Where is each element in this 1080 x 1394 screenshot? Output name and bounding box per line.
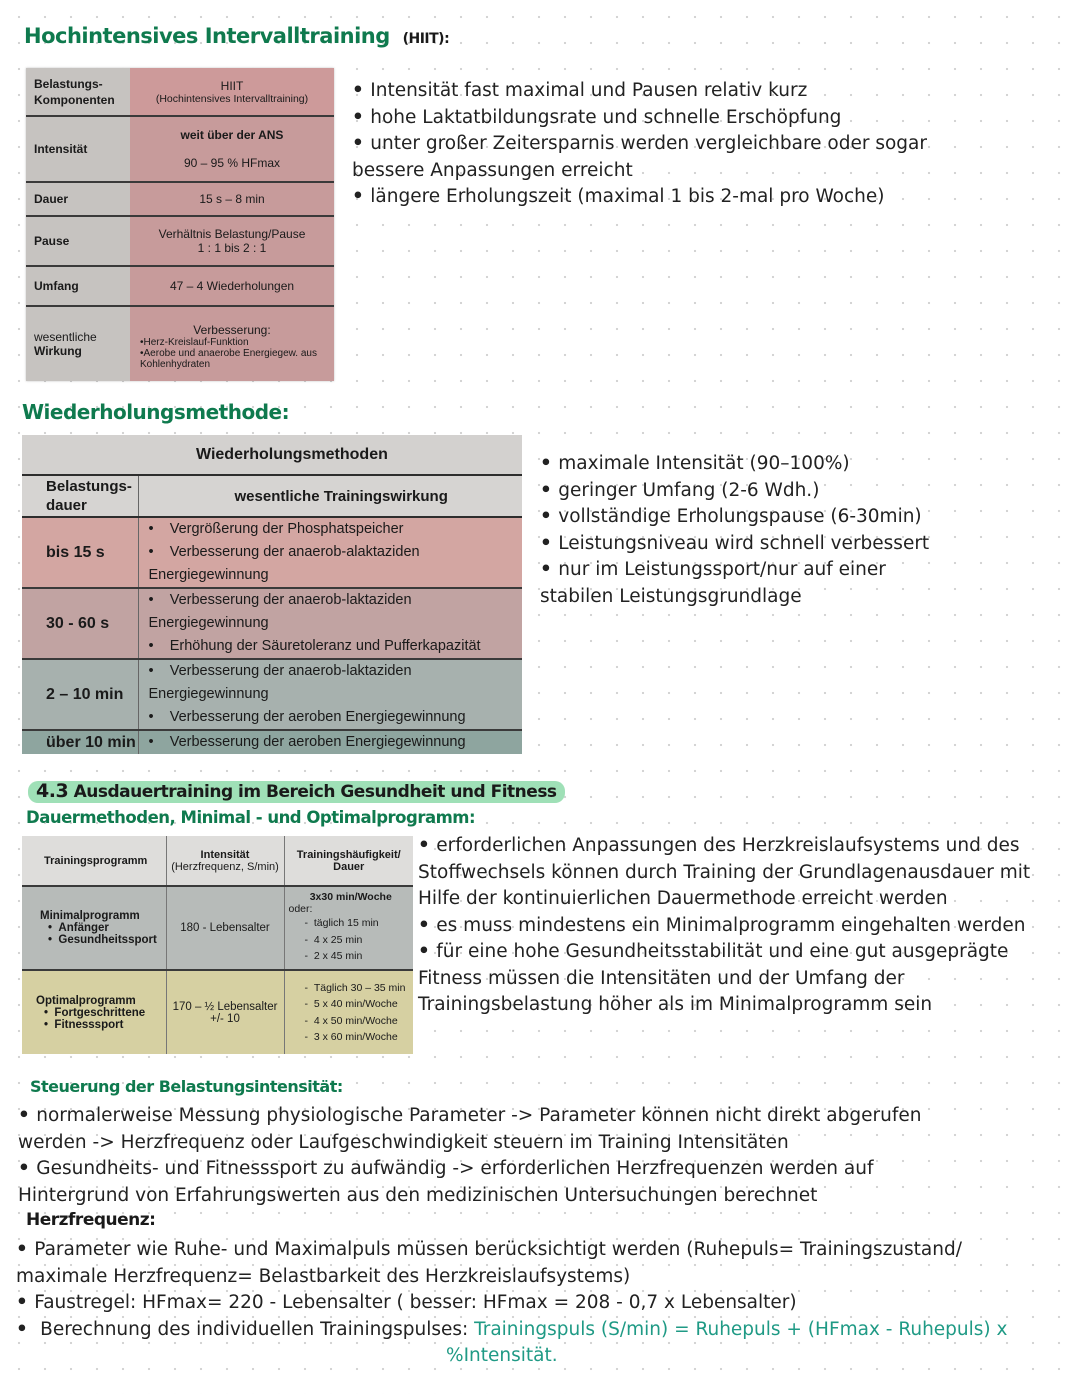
prog-min-freq-oder: oder:	[288, 903, 313, 916]
wdh-row-label: 2 – 10 min	[22, 659, 138, 730]
prog-col3-sub: Dauer	[333, 860, 365, 873]
wdh-col1-header: Belastungs- dauer	[22, 475, 138, 517]
wdh-row-label: 30 - 60 s	[22, 588, 138, 659]
heading-herzfrequenz: Herzfrequenz:	[26, 1210, 156, 1230]
list-item: • Aerobe und anaerobe Energiegew. aus Kohlenhydraten	[140, 348, 330, 370]
list-item: • Intensität fast maximal und Pausen relativ kurz	[352, 78, 992, 105]
list-item: • längere Erholungszeit (maximal 1 bis 2-mal pro Woche)	[352, 184, 992, 211]
list-item: • unter großer Zeitersparnis werden vergleichbare oder sogar bessere Anpassungen erreicht	[352, 131, 992, 184]
list-item: • normalerweise Messung physiologische Parameter -> Parameter können nicht direkt abgerufen werden -> Herzfrequenz oder Laufgeschwindigkeit steuern im Training Intensitäten	[18, 1103, 978, 1156]
hiit-cell: 15 s – 8 min	[130, 182, 334, 216]
list-item: • Herz-Kreislauf-Funktion	[140, 337, 330, 348]
list-item: • Verbesserung der anaerob-laktaziden Energiegewinnung	[149, 589, 523, 635]
table-row	[26, 306, 334, 381]
list-item: • Vergrößerung der Phosphatspeicher	[149, 518, 523, 541]
list-item: • Leistungsniveau wird schnell verbessert	[540, 531, 960, 558]
hiit-col1-header: Belastungs- Komponenten	[26, 68, 130, 116]
list-item: • Fortgeschrittene	[44, 1007, 166, 1019]
hiit-cell: 90 – 95 % HFmax	[183, 156, 281, 170]
list-item: • Verbesserung der aeroben Energiegewinnung	[149, 706, 523, 729]
table-row	[22, 659, 522, 730]
wdh-table-title: Wiederholungsmethoden	[138, 435, 522, 475]
list-item: - Täglich 30 – 35 min	[305, 980, 414, 997]
hiit-col2-title: HIIT	[220, 78, 244, 93]
list-item	[16, 1317, 1056, 1344]
hiit-wirkung-title: Verbesserung:	[193, 322, 271, 337]
heading-wiederholungsmethode: Wiederholungsmethode:	[22, 400, 290, 424]
section-number: 4.3	[36, 780, 69, 802]
hiit-row-label: Intensität	[26, 116, 130, 182]
section-title: Ausdauertraining im Bereich Gesundheit und Fitness	[73, 782, 557, 802]
list-item: • Verbesserung der aeroben Energiegewinnung	[149, 731, 523, 754]
prog-notes	[418, 833, 1058, 1019]
list-item: - täglich 15 min	[305, 915, 414, 932]
steuerung-notes	[18, 1103, 978, 1209]
list-item: - 5 x 40 min/Woche	[305, 996, 414, 1013]
heading-section-4-3	[28, 780, 565, 802]
hiit-cell: 47 – 4 Wiederholungen	[130, 266, 334, 306]
list-item: • Gesundheits- und Fitnesssport zu aufwändig -> erforderlichen Herzfrequenzen werden auf Hintergrund von Erfahrungswerten aus den medizinischen Untersuchungen berechnet	[18, 1156, 978, 1209]
hiit-table	[26, 68, 334, 381]
list-item: - 3 x 60 min/Woche	[305, 1029, 414, 1046]
list-item: • hohe Laktatbildungsrate und schnelle Erschöpfung	[352, 105, 992, 132]
heading-hiit	[24, 24, 449, 48]
list-item: • Gesundheitssport	[48, 934, 166, 946]
list-item: • Parameter wie Ruhe- und Maximalpuls müssen berücksichtigt werden (Ruhepuls= Trainingszustand/ maximale Herzfrequenz= Belastbarkeit des Herzkreislaufsystems)	[16, 1237, 1056, 1290]
list-item: • nur im Leistungssport/nur auf einer stabilen Leistungsgrundlage	[540, 557, 960, 610]
list-item: • Anfänger	[48, 922, 166, 934]
list-item: • für eine hohe Gesundheitsstabilität und eine gut ausgeprägte Fitness müssen die Intensitäten und der Umfang der Trainingsbelastung höher als im Minimalprogramm sein	[418, 939, 1058, 1019]
formula-prefix: Berechnung des individuellen Trainingspulses:	[40, 1318, 475, 1340]
list-item: • maximale Intensität (90–100%)	[540, 451, 960, 478]
list-item: • Faustregel: HFmax= 220 - Lebensalter ( besser: HFmax = 208 - 0,7 x Lebensalter)	[16, 1290, 1056, 1317]
heading-hiit-text: Hochintensives Intervalltraining	[24, 24, 390, 48]
hiit-cell: weit über der ANS	[180, 128, 284, 142]
hiit-row-label: Umfang	[26, 266, 130, 306]
table-row	[26, 182, 334, 216]
table-row	[22, 517, 522, 588]
hiit-notes	[352, 78, 992, 211]
prog-col2-header: Intensität	[200, 848, 250, 861]
list-item: • vollständige Erholungspause (6-30min)	[540, 504, 960, 531]
hiit-col2-sub: (Hochintensives Intervalltraining)	[155, 92, 309, 105]
herzfrequenz-notes	[16, 1237, 1056, 1370]
list-item: • geringer Umfang (2-6 Wdh.)	[540, 478, 960, 505]
wdh-row-label: über 10 min	[22, 730, 138, 754]
prog-opt-intensity-range: +/- 10	[210, 1012, 240, 1025]
table-row	[26, 116, 334, 182]
table-row	[22, 730, 522, 754]
hiit-cell: 1 : 1 bis 2 : 1	[197, 241, 267, 255]
prog-col3-header: Trainingshäufigkeit/	[296, 848, 401, 861]
hiit-row-label: Dauer	[26, 182, 130, 216]
wdh-row-label: bis 15 s	[22, 517, 138, 588]
trainingsprogramm-table	[22, 836, 413, 1054]
heading-hiit-abbr: (HIIT):	[402, 31, 450, 47]
prog-min-title: Minimalprogramm	[40, 910, 140, 922]
wiederholungsmethoden-table	[22, 435, 522, 753]
table-row	[26, 216, 334, 266]
hiit-wirkung-label2: Wirkung	[34, 344, 82, 358]
hiit-wirkung-label1: wesentliche	[34, 330, 97, 344]
heading-section-sub: Dauermethoden, Minimal - und Optimalprogramm:	[26, 808, 476, 827]
prog-col1-header: Trainingsprogramm	[22, 836, 166, 886]
prog-min-intensity: 180 - Lebensalter	[166, 886, 284, 970]
formula-text-end: %Intensität.	[446, 1345, 558, 1366]
heading-steuerung: Steuerung der Belastungsintensität:	[30, 1077, 343, 1096]
list-item: - 4 x 50 min/Woche	[305, 1013, 414, 1030]
formula-text: Trainingspuls (S/min) = Ruhepuls + (HFmax - Ruhepuls) x	[474, 1318, 1008, 1340]
list-item: - 2 x 45 min	[305, 948, 414, 965]
prog-min-freq-main: 3x30 min/Woche	[309, 891, 392, 904]
table-row	[22, 588, 522, 659]
wdh-notes	[540, 451, 960, 610]
list-item: - 4 x 25 min	[305, 932, 414, 949]
list-item: • Erhöhung der Säuretoleranz und Pufferkapazität	[149, 635, 523, 658]
hiit-col2-header	[130, 68, 334, 116]
list-item: • es muss mindestens ein Minimalprogramm eingehalten werden	[418, 913, 1058, 940]
hiit-row-label: Pause	[26, 216, 130, 266]
hiit-cell: Verhältnis Belastung/Pause	[158, 227, 306, 241]
table-row	[22, 886, 413, 970]
prog-opt-intensity: 170 – ½ Lebensalter	[172, 1000, 278, 1013]
list-item: • Verbesserung der anaerob-laktaziden Energiegewinnung	[149, 660, 523, 706]
list-item: • erforderlichen Anpassungen des Herzkreislaufsystems und des Stoffwechsels können durch Training der Grundlagenausdauer mit Hilfe der kontinuierlichen Dauermethode erreicht werden	[418, 833, 1058, 913]
list-item: • Fitnesssport	[44, 1019, 166, 1031]
prog-opt-title: Optimalprogramm	[36, 994, 136, 1007]
list-item: • Verbesserung der anaerob-alaktaziden Energiegewinnung	[149, 541, 523, 587]
table-row	[22, 970, 413, 1054]
prog-col2-sub: (Herzfrequenz, S/min)	[171, 860, 279, 873]
table-row	[26, 266, 334, 306]
wdh-col2-header: wesentliche Trainingswirkung	[138, 475, 522, 517]
